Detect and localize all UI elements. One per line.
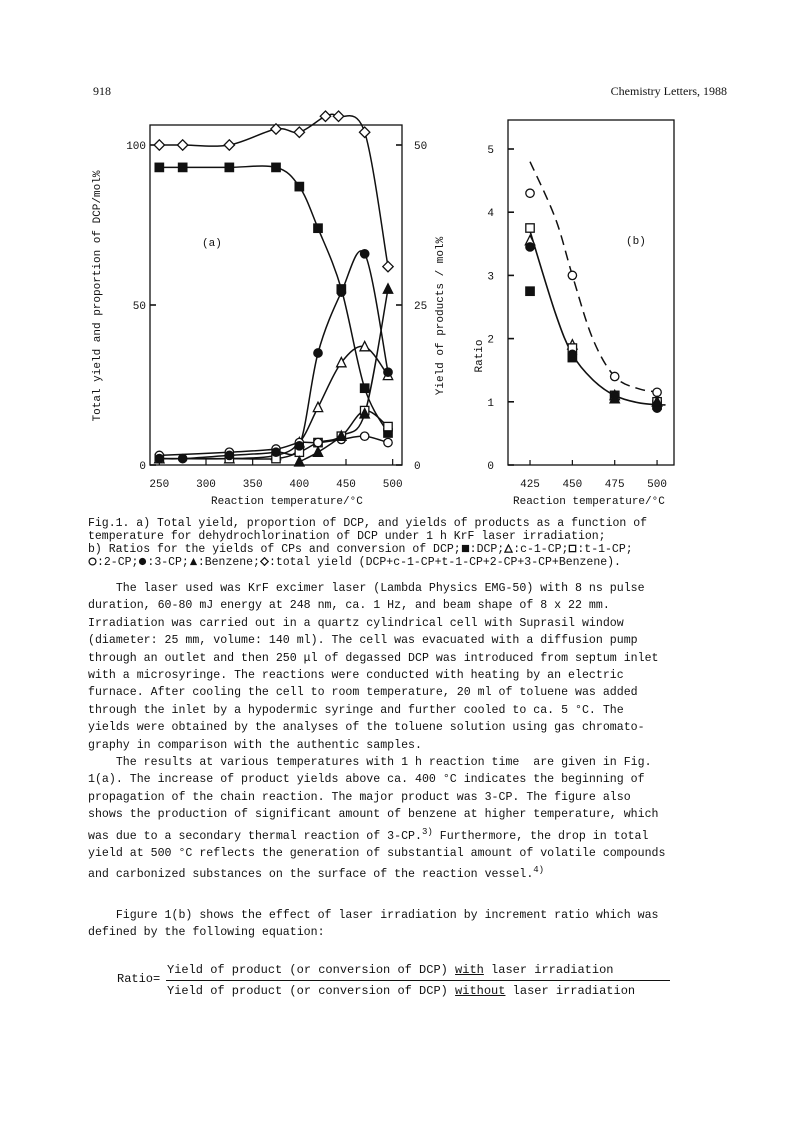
fraction-bar	[166, 980, 670, 981]
caption-line-3: b) Ratios for the yields of CPs and conversion of DCP; :DCP; :c-1-CP; :t-1-CP;	[88, 543, 633, 556]
data-point-filled-square	[155, 163, 163, 171]
panel-b-curves	[530, 162, 666, 405]
paragraph-1: The laser used was KrF excimer laser (Lambda Physics EMG-50) with 8 ns pulse duration, 60-80 mJ energy at 248 nm, ca. 1 Hz, and beam shape of 8 x 22 mm. Irradiation was carried out in a quartz cylindrical cell with Suprasil window (diameter: 25 mm, volume: 140 ml). The cell was evacuated with a diffusion pump through an outlet and then 250 μl of degassed DCP was introduced from septum inlet with a microsyringe. The reactions were conducted with heating by an electric furnace. After cooling the cell to room temperature, 20 ml of toluene was added through the inlet by a hypodermic syringe and further cooled to ca. 5 °C. The yields were obtained by the analyses of the toluene solution using gas chromato- graphy in comparison with the authentic samples.	[88, 582, 659, 752]
data-point-filled-triangle	[313, 447, 322, 456]
data-point-open-square	[526, 224, 534, 232]
panel-a-ticks	[126, 141, 427, 491]
paragraph-3: Figure 1(b) shows the effect of laser irradiation by increment ratio which was defined by the following equation:	[88, 909, 659, 940]
panel-b-ylabel: Ratio	[474, 339, 486, 373]
y-tick-label: 3	[487, 271, 494, 284]
data-point-open-diamond	[320, 111, 330, 121]
panel-b-xlabel: Reaction temperature/°C	[513, 496, 665, 508]
panel-b-markers	[525, 189, 661, 412]
x-tick-label: 350	[242, 479, 263, 491]
x-tick-label: 250	[149, 479, 170, 491]
data-point-open-circle	[526, 189, 534, 197]
data-point-open-circle	[360, 432, 368, 440]
data-point-open-diamond	[333, 111, 343, 121]
data-point-open-diamond	[359, 127, 369, 137]
equation-denominator: Yield of product (or conversion of DCP) without laser irradiation	[167, 984, 636, 998]
data-point-filled-square	[526, 287, 534, 295]
y-tick-label: 0	[487, 461, 494, 473]
x-tick-label: 450	[562, 479, 583, 491]
panel-b-label: (b)	[626, 236, 646, 248]
open-diamond-icon	[260, 557, 269, 566]
x-tick-label: 450	[336, 479, 356, 491]
x-tick-label: 500	[647, 479, 667, 491]
y-left-tick-label: 0	[139, 461, 146, 473]
trend-solid-curve	[530, 231, 666, 405]
data-point-filled-circle	[384, 368, 392, 376]
trend-dashed-curve	[530, 162, 666, 393]
data-point-filled-circle	[337, 288, 345, 296]
data-point-filled-square	[225, 163, 233, 171]
data-point-open-diamond	[294, 127, 304, 137]
data-point-filled-circle	[272, 448, 280, 456]
y-tick-label: 2	[487, 334, 494, 347]
caption-line-1: Fig.1. a) Total yield, proportion of DCP, and yields of products as a function of	[88, 517, 647, 530]
data-point-filled-triangle	[383, 284, 392, 293]
data-point-open-diamond	[154, 140, 164, 150]
x-tick-label: 300	[196, 479, 216, 491]
equation-lhs: Ratio=	[117, 972, 161, 986]
y-tick-label: 4	[487, 208, 494, 221]
filled-square-icon	[461, 544, 470, 553]
y-left-tick-label: 100	[126, 141, 146, 153]
y-tick-label: 1	[487, 397, 494, 410]
x-tick-label: 475	[604, 479, 625, 491]
caption-line-2: temperature for dehydrochlorination of DCP under 1 h KrF laser irradiation;	[88, 530, 606, 543]
curve-open-triangle	[159, 346, 388, 459]
data-point-filled-circle	[178, 454, 186, 462]
data-point-filled-circle	[155, 454, 163, 462]
filled-triangle-icon	[189, 557, 198, 566]
paragraph-2: The results at various temperatures with 1 h reaction time are given in Fig. 1(a). The increase of product yields above ca. 400 °C indicates the beginning of propagation of the chain reaction. The major product was 3-CP. The figure also shows the production of significant amount of benzene at higher temperature, which was due to a secondary thermal reaction of 3-CP.$^{3)}$ Furthermore, the drop in total yield at 500 °C reflects the generation of substantial amount of volatile compounds and carbonized substances on the surface of the reaction vessel.$^{4)}$	[88, 756, 666, 882]
panel-a-ylabel-left: Total yield and proportion of DCP/mol%	[92, 170, 104, 422]
page-number: 918	[93, 84, 111, 98]
data-point-open-circle	[611, 372, 619, 380]
open-circle-icon	[88, 557, 97, 566]
equation-numerator: Yield of product (or conversion of DCP) with laser irradiation	[167, 963, 614, 977]
data-point-filled-circle	[225, 451, 233, 459]
data-point-filled-circle	[360, 250, 368, 258]
data-point-open-diamond	[224, 140, 234, 150]
panel-a-label: (a)	[202, 238, 222, 250]
data-point-open-circle	[314, 438, 322, 446]
x-tick-label: 425	[520, 479, 540, 491]
data-point-filled-square	[314, 224, 322, 232]
y-right-tick-label: 0	[414, 461, 421, 473]
caption-line-4: :2-CP; :3-CP; :Benzene; :total yield (DCP+c-1-CP+t-1-CP+2-CP+3-CP+Benzene).	[88, 557, 728, 570]
data-point-filled-square	[360, 384, 368, 392]
data-point-open-circle	[384, 438, 392, 446]
y-tick-label: 5	[487, 145, 494, 157]
data-point-filled-circle	[568, 350, 576, 358]
panel-a-xlabel: Reaction temperature/°C	[211, 496, 363, 508]
data-point-open-circle	[568, 271, 576, 279]
x-tick-label: 500	[382, 479, 403, 491]
journal-title: Chemistry Letters, 1988	[610, 84, 727, 98]
data-point-open-square	[384, 422, 392, 430]
data-point-filled-circle	[295, 442, 303, 450]
data-point-filled-triangle	[295, 457, 304, 466]
data-point-open-diamond	[383, 261, 393, 271]
curve-open-diamond	[159, 114, 388, 266]
open-triangle-icon	[504, 544, 513, 553]
data-point-filled-square	[178, 163, 186, 171]
x-tick-label: 400	[289, 479, 310, 491]
y-left-tick-label: 50	[132, 301, 146, 313]
data-point-filled-circle	[314, 349, 322, 357]
figure-1	[0, 0, 793, 520]
panel-a-markers	[154, 111, 393, 466]
data-point-filled-square	[272, 163, 280, 171]
curve-filled-square	[159, 166, 388, 433]
y-right-tick-label: 25	[414, 301, 428, 313]
data-point-open-triangle	[313, 402, 322, 411]
curve-filled-circle	[159, 251, 388, 459]
panel-b-ticks	[487, 145, 667, 491]
panel-a-ylabel-right: Yield of products / mol%	[435, 236, 447, 396]
data-point-open-diamond	[177, 140, 187, 150]
data-point-filled-circle	[526, 243, 534, 251]
y-right-tick-label: 50	[414, 141, 428, 153]
data-point-filled-square	[295, 182, 303, 190]
